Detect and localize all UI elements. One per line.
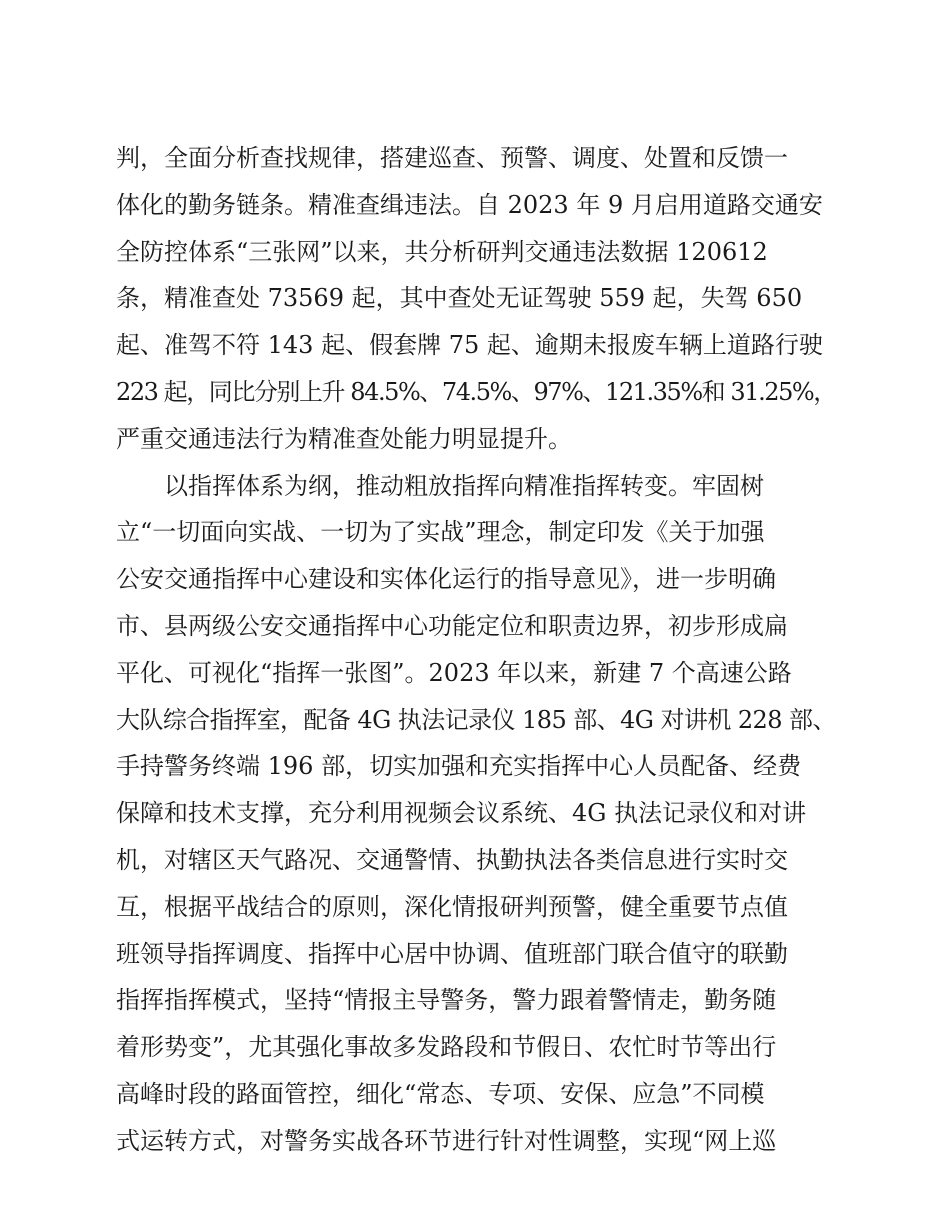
text-line: 互，根据平战结合的原则，深化情报研判预警，健全重要节点值 [116,892,788,921]
text-line: 体化的勤务链条。精准查缉违法。自 2023 年 9 月启用道路交通安 [116,190,823,219]
text-line: 高峰时段的路面管控，细化“常态、专项、安保、应急”不同模 [116,1079,765,1108]
text-line: 大队综合指挥室，配备 4G 执法记录仪 185 部、4G 对讲机 228 部、 [116,705,836,734]
text-line: 班领导指挥调度、指挥中心居中协调、值班部门联合值守的联勤 [116,939,788,968]
text-line: 平化、可视化“指挥一张图”。2023 年以来，新建 7 个高速公路 [116,658,792,687]
text-line: 全防控体系“三张网”以来，共分析研判交通违法数据 120612 [116,237,768,266]
text-line: 判，全面分析查找规律，搭建巡查、预警、调度、处置和反馈一 [116,144,788,172]
text-line: 公安交通指挥中心建设和实体化运行的指导意见》，进一步明确 [116,565,776,594]
text-line: 式运转方式，对警务实战各环节进行针对性调整，实现“网上巡 [116,1126,777,1155]
text-line: 机，对辖区天气路况、交通警情、执勤执法各类信息进行实时交 [116,845,788,874]
text-line: 严重交通违法行为精准查处能力明显提升。 [116,424,572,453]
text-line: 市、县两级公安交通指挥中心功能定位和职责边界，初步形成扁 [116,611,788,640]
text-line: 着形势变”，尤其强化事故多发路段和节假日、农忙时节等出行 [116,1033,777,1062]
text-line: 223 起，同比分别上升 84.5%、74.5%、97%、121.35%和 31.25%， [116,377,836,406]
paragraph-first-line: 以指挥体系为纲，推动粗放指挥向精准指挥转变。牢固树 [164,471,764,500]
text-line: 指挥指挥模式，坚持“情报主导警务，警力跟着警情走，勤务随 [116,986,777,1015]
text-line: 立“一切面向实战、一切为了实战”理念，制定印发《关于加强 [116,518,765,547]
text-line: 保障和技术支撑，充分利用视频会议系统、4G 执法记录仪和对讲 [116,799,807,828]
document-body [116,135,836,1165]
text-line: 起、准驾不符 143 起、假套牌 75 起、逾期未报废车辆上道路行驶 [116,331,823,360]
text-line: 条，精准查处 73569 起，其中查处无证驾驶 559 起，失驾 650 [116,284,803,313]
text-line: 手持警务终端 196 部，切实加强和充实指挥中心人员配备、经费 [116,752,802,781]
